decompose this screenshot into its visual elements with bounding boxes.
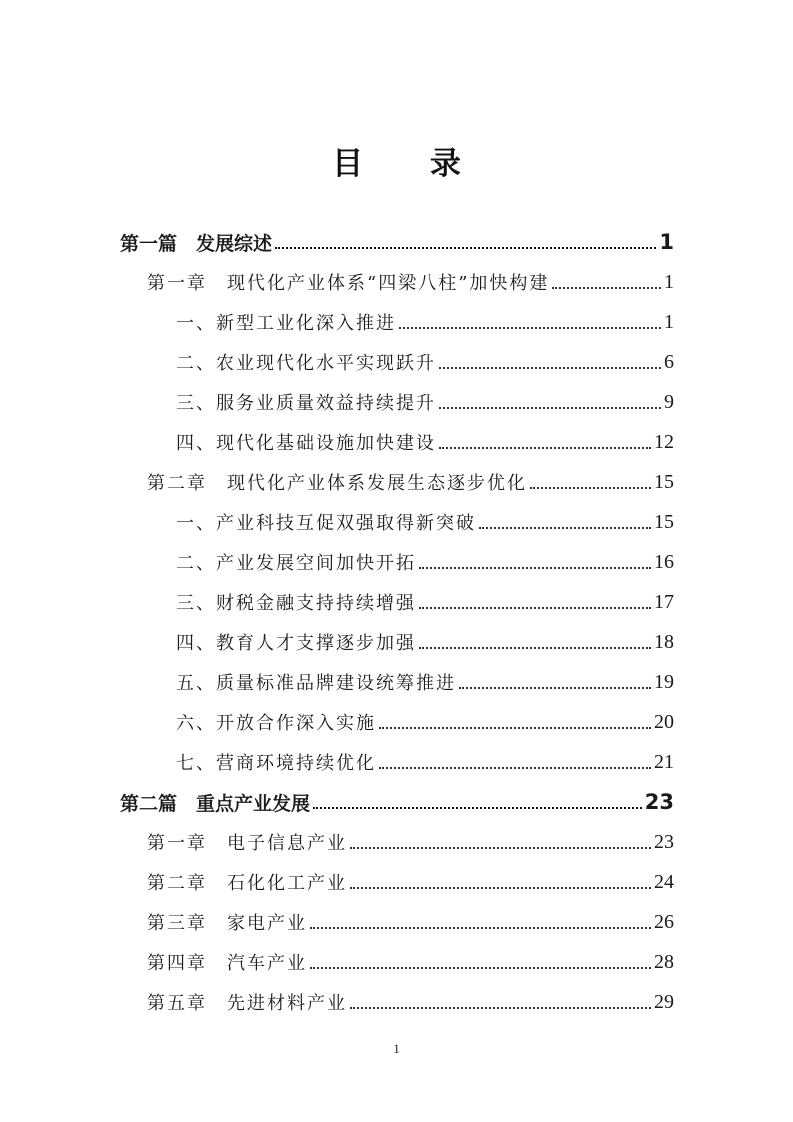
- toc-entry-page-number: 15: [654, 510, 674, 533]
- toc-dot-leader: [419, 607, 651, 609]
- toc-entry-page-number: 23: [654, 830, 674, 853]
- toc-entry-label: 第一章 现代化产业体系“四梁八柱”加快构建: [147, 273, 550, 294]
- toc-entry-page-number: 1: [664, 310, 674, 333]
- toc-entry-page-number: 26: [654, 910, 674, 933]
- page-number: 1: [393, 1041, 400, 1056]
- toc-dot-leader: [313, 807, 642, 809]
- toc-entry-page-number: 1: [664, 270, 674, 293]
- toc-entry-page-number: 17: [654, 590, 674, 613]
- toc-entry-label: 第二章 石化化工产业: [147, 873, 347, 894]
- toc-entry-label: 一、新型工业化深入推进: [176, 313, 396, 334]
- toc-entry-label: 四、教育人才支撑逐步加强: [176, 633, 416, 654]
- toc-entry-section[interactable]: [176, 662, 674, 702]
- toc-entry-page-number: 15: [654, 470, 674, 493]
- toc-dot-leader: [379, 727, 651, 729]
- toc-dot-leader: [479, 527, 651, 529]
- toc-entry-page-number: 9: [664, 390, 674, 413]
- toc-entry-section[interactable]: [176, 302, 674, 342]
- toc-dot-leader: [459, 687, 651, 689]
- toc-dot-leader: [350, 1007, 651, 1009]
- toc-entry-page-number: 16: [654, 550, 674, 573]
- toc-entry-page-number: 21: [654, 750, 674, 773]
- toc-entry-page-number: 23: [644, 790, 674, 814]
- toc-entry-chapter[interactable]: [147, 942, 674, 982]
- toc-entry-page-number: 29: [654, 990, 674, 1013]
- toc-entry-chapter[interactable]: [147, 822, 674, 862]
- toc-dot-leader: [350, 847, 651, 849]
- toc-entry-label: 三、财税金融支持持续增强: [176, 593, 416, 614]
- toc-entry-label: 五、质量标准品牌建设统筹推进: [176, 673, 456, 694]
- toc-entry-label: 四、现代化基础设施加快建设: [176, 433, 436, 454]
- toc-entry-section[interactable]: [176, 702, 674, 742]
- toc-entry-label: 七、营商环境持续优化: [176, 753, 376, 774]
- toc-entry-label: 第五章 先进材料产业: [147, 993, 347, 1014]
- toc-entry-page-number: 28: [654, 950, 674, 973]
- toc-entry-label: 第四章 汽车产业: [147, 953, 307, 974]
- toc-dot-leader: [439, 367, 661, 369]
- toc-entry-part[interactable]: [120, 782, 674, 822]
- toc-entry-section[interactable]: [176, 582, 674, 622]
- toc-dot-leader: [310, 967, 651, 969]
- toc-entry-section[interactable]: [176, 502, 674, 542]
- toc-entry-chapter[interactable]: [147, 862, 674, 902]
- toc-dot-leader: [419, 567, 651, 569]
- toc-dot-leader: [439, 447, 651, 449]
- toc-dot-leader: [530, 487, 651, 489]
- toc-entry-page-number: 20: [654, 710, 674, 733]
- toc-dot-leader: [399, 327, 661, 329]
- toc-dot-leader: [275, 247, 656, 249]
- toc-entry-page-number: 12: [654, 430, 674, 453]
- toc-entry-label: 第一章 电子信息产业: [147, 833, 347, 854]
- toc-entry-chapter[interactable]: [147, 262, 674, 302]
- toc-entry-section[interactable]: [176, 742, 674, 782]
- toc-dot-leader: [350, 887, 651, 889]
- toc-entry-label: 二、产业发展空间加快开拓: [176, 553, 416, 574]
- toc-dot-leader: [310, 927, 651, 929]
- toc-dot-leader: [379, 767, 651, 769]
- toc-entry-chapter[interactable]: [147, 902, 674, 942]
- toc-entry-label: 第三章 家电产业: [147, 913, 307, 934]
- page-title: 目 录: [332, 146, 489, 182]
- toc-entry-section[interactable]: [176, 542, 674, 582]
- toc-entry-page-number: 19: [654, 670, 674, 693]
- toc-dot-leader: [439, 407, 661, 409]
- toc-entry-part[interactable]: [120, 222, 674, 262]
- toc-entry-section[interactable]: [176, 422, 674, 462]
- toc-entry-label: 第二篇 重点产业发展: [120, 792, 311, 815]
- toc-entry-chapter[interactable]: [147, 462, 674, 502]
- toc-dot-leader: [419, 647, 651, 649]
- toc-entry-label: 一、产业科技互促双强取得新突破: [176, 513, 476, 534]
- toc-entry-page-number: 18: [654, 630, 674, 653]
- toc-dot-leader: [552, 287, 661, 289]
- toc-entry-label: 第一篇 发展综述: [120, 232, 273, 255]
- toc-entry-page-number: 24: [654, 870, 674, 893]
- toc-entry-section[interactable]: [176, 342, 674, 382]
- toc-entry-label: 二、农业现代化水平实现跃升: [176, 353, 436, 374]
- toc-entry-section[interactable]: [176, 382, 674, 422]
- toc-entry-chapter[interactable]: [147, 982, 674, 1022]
- toc-entry-label: 六、开放合作深入实施: [176, 713, 376, 734]
- toc-entry-page-number: 1: [659, 230, 674, 254]
- toc-entry-section[interactable]: [176, 622, 674, 662]
- toc-entry-page-number: 6: [664, 350, 674, 373]
- toc-entry-label: 三、服务业质量效益持续提升: [176, 393, 436, 414]
- toc-entry-label: 第二章 现代化产业体系发展生态逐步优化: [147, 473, 527, 494]
